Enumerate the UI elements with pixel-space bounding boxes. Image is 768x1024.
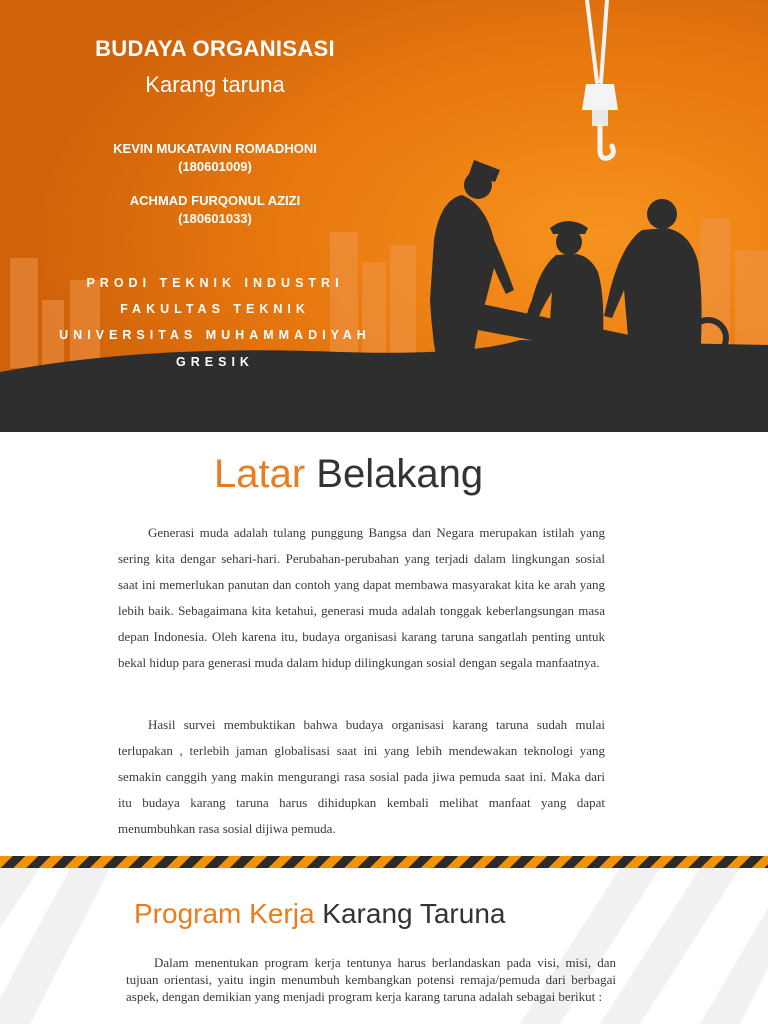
member-id: (180601009): [178, 159, 252, 174]
institution-line: GRESIK: [176, 355, 254, 369]
slide-heading: [134, 898, 505, 930]
cover-title: BUDAYA ORGANISASI: [95, 36, 335, 61]
member-block: [0, 192, 430, 228]
paragraph: Dalam menentukan program kerja tentunya harus berlandaskan pada visi, misi, dan tujuan orientasi, yaitu ingin menumbuh kembangkan potensi remaja/pemuda dari berbagai aspek, dengan demikian yang menjadi program kerja karang taruna adalah sebagai berikut :: [126, 955, 616, 1004]
slide-heading: [214, 452, 483, 497]
paragraph: Generasi muda adalah tulang punggung Bangsa dan Negara merupakan istilah yang sering kita dengar sehari-hari. Perubahan-perubahan yang terjadi dalam lingkungan sosial saat ini memerlukan panutan dan contoh yang dapat membawa masyarakat kita ke arah yang lebih baik. Sebagaimana kita ketahui, generasi muda adalah tonggak keberlangsungan masa depan Indonesia. Oleh karena itu, budaya organisasi karang taruna sangatlah penting untuk bekal hidup para generasi muda dalam hidup dilingkungan sosial dengan segala manfaatnya.: [118, 525, 605, 670]
institution-line: UNIVERSITAS MUHAMMADIYAH: [59, 328, 371, 342]
hazard-stripe-divider: [0, 856, 768, 868]
heading-rest: Belakang: [316, 452, 484, 496]
program-kerja-slide: [0, 856, 768, 1024]
cover-slide: [0, 0, 768, 432]
institution-line: FAKULTAS TEKNIK: [120, 302, 310, 316]
heading-accent: Program Kerja: [134, 898, 315, 929]
heading-accent: Latar: [214, 452, 306, 496]
institution-line: PRODI TEKNIK INDUSTRI: [86, 276, 344, 290]
latar-belakang-slide: [0, 432, 768, 856]
heading-rest: Karang Taruna: [322, 898, 506, 929]
cover-subtitle: Karang taruna: [145, 72, 285, 97]
member-block: [0, 140, 430, 176]
member-name: KEVIN MUKATAVIN ROMADHONI: [113, 141, 317, 156]
member-id: (180601033): [178, 211, 252, 226]
paragraph: Hasil survei membuktikan bahwa budaya organisasi karang taruna sudah mulai terlupakan , terlebih jaman globalisasi saat ini yang lebih mendewakan teknologi yang semakin canggih yang makin mengurangi rasa sosial pada jiwa pemuda saat ini. Maka dari itu budaya karang taruna harus dihidupkan kembali melihat manfaat yang dapat menumbuhkan rasa sosial dijiwa pemuda.: [118, 717, 605, 836]
member-name: ACHMAD FURQONUL AZIZI: [129, 193, 301, 208]
